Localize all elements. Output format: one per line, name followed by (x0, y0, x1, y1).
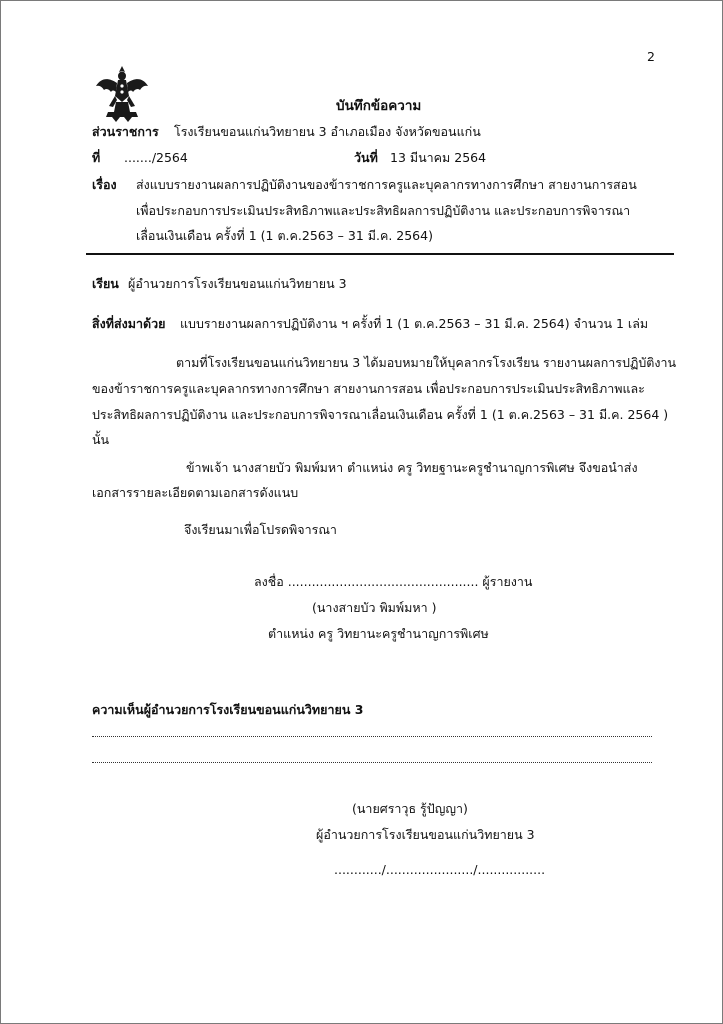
paragraph-line: ข้าพเจ้า นางสายบัว พิมพ์มหา ตำแหน่ง ครู วิทยฐานะครูชำนาญการพิเศษ จึงขอนำส่ง (186, 460, 638, 475)
page-number: 2 (647, 49, 655, 64)
enclosure-value: แบบรายงานผลการปฏิบัติงาน ฯ ครั้งที่ 1 (1 ต.ค.2563 – 31 มี.ค. 2564) จำนวน 1 เล่ม (180, 316, 649, 331)
paragraph-line: นั้น (92, 432, 110, 447)
agency-value: โรงเรียนขอนแก่นวิทยายน 3 อำเภอเมือง จังหวัดขอนแก่น (174, 124, 481, 139)
director-name: (นายศราวุธ รู้ปัญญา) (352, 801, 468, 816)
signer-position: ตำแหน่ง ครู วิทยานะครูชำนาญการพิเศษ (268, 626, 489, 641)
subject-label: เรื่อง (92, 177, 117, 192)
subject-line: เพื่อประกอบการประเมินประสิทธิภาพและประสิทธิผลการปฏิบัติงาน และประกอบการพิจารณา (136, 203, 631, 218)
opinion-dotted-line (92, 736, 652, 737)
paragraph-line: ตามที่โรงเรียนขอนแก่นวิทยายน 3 ได้มอบหมายให้บุคลากรโรงเรียน รายงานผลการปฏิบัติงาน (176, 355, 677, 370)
signer-name: (นางสายบัว พิมพ์มหา ) (312, 600, 437, 615)
director-opinion-label: ความเห็นผู้อำนวยการโรงเรียนขอนแก่นวิทยายน 3 (92, 702, 364, 717)
agency-label: ส่วนราชการ (92, 124, 159, 139)
paragraph-line: ประสิทธิผลการปฏิบัติงาน และประกอบการพิจารณาเลื่อนเงินเดือน ครั้งที่ 1 (1 ต.ค.2563 – 31 มี.ค. 2564 ) (92, 407, 669, 422)
opinion-dotted-line (92, 762, 652, 763)
signature-line: ลงชื่อ ................................................ ผู้รายงาน (254, 574, 533, 589)
ref-value: ......./2564 (124, 150, 188, 165)
subject-line: เลื่อนเงินเดือน ครั้งที่ 1 (1 ต.ค.2563 – 31 มี.ค. 2564) (136, 228, 433, 243)
date-value: 13 มีนาคม 2564 (390, 150, 487, 165)
to-value: ผู้อำนวยการโรงเรียนขอนแก่นวิทยายน 3 (128, 276, 347, 291)
director-date-line: ............/....................../................. (334, 862, 546, 877)
garuda-emblem-icon (94, 62, 150, 124)
director-position: ผู้อำนวยการโรงเรียนขอนแก่นวิทยายน 3 (316, 827, 535, 842)
paragraph-line: เอกสารรายละเอียดตามเอกสารดังแนบ (92, 485, 299, 500)
paragraph-line: ของข้าราชการครูและบุคลากรทางการศึกษา สายงานการสอน เพื่อประกอบการประเมินประสิทธิภาพและ (92, 381, 645, 396)
date-label: วันที่ (354, 150, 378, 165)
subject-line: ส่งแบบรายงานผลการปฏิบัติงานของข้าราชการครูและบุคลากรทางการศึกษา สายงานการสอน (136, 177, 637, 192)
ref-label: ที่ (92, 150, 101, 165)
to-label: เรียน (92, 276, 119, 291)
enclosure-label: สิ่งที่ส่งมาด้วย (92, 316, 166, 331)
closing-text: จึงเรียนมาเพื่อโปรดพิจารณา (184, 522, 337, 537)
header-divider (86, 253, 674, 255)
memo-title: บันทึกข้อความ (336, 98, 422, 114)
